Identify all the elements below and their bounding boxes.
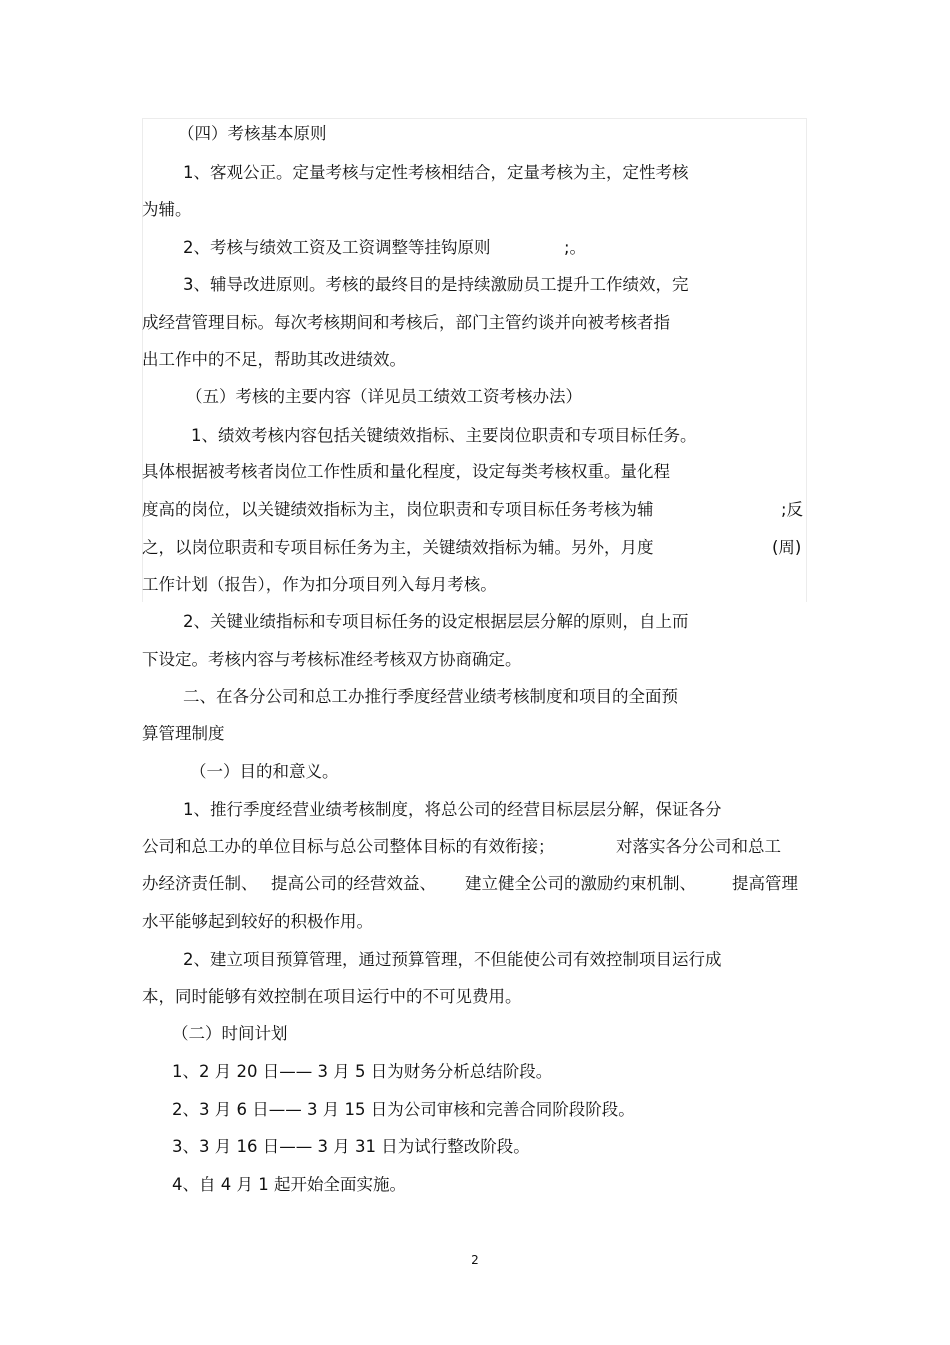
text-line <box>0 1134 950 1160</box>
text-line <box>0 984 950 1010</box>
text-line <box>0 871 950 897</box>
text-line <box>0 647 950 673</box>
text-segment: 为辅。 <box>142 200 192 219</box>
text-segment: 下设定。考核内容与考核标准经考核双方协商确定。 <box>142 650 522 669</box>
text-segment: 对落实各分公司和总工 <box>616 837 781 856</box>
text-segment: 本，同时能够有效控制在项目运行中的不可见费用。 <box>142 987 522 1006</box>
text-segment: 度高的岗位，以关键绩效指标为主，岗位职责和专项目标任务考核为辅 <box>142 500 654 519</box>
text-segment: 成经营管理目标。每次考核期间和考核后，部门主管约谈并向被考核者指 <box>142 313 670 332</box>
text-line <box>0 1172 950 1198</box>
text-segment: 具体根据被考核者岗位工作性质和量化程度，设定每类考核权重。量化程 <box>142 462 670 481</box>
text-line <box>0 121 950 147</box>
text-segment: 3、3 月 16 日—— 3 月 31 日为试行整改阶段。 <box>172 1137 530 1156</box>
text-line <box>0 272 950 298</box>
text-line <box>0 947 950 973</box>
text-segment: 办经济责任制、 <box>142 874 258 893</box>
text-segment: 2、关键业绩指标和专项目标任务的设定根据层层分解的原则，自上而 <box>183 612 689 631</box>
text-segment: 1、客观公正。定量考核与定性考核相结合，定量考核为主，定性考核 <box>183 163 689 182</box>
text-segment: 4、自 4 月 1 起开始全面实施。 <box>172 1175 406 1194</box>
text-segment: 2、考核与绩效工资及工资调整等挂钩原则 <box>183 238 491 257</box>
text-line <box>0 235 950 261</box>
text-line <box>0 497 950 523</box>
text-line <box>0 160 950 186</box>
text-line <box>0 1097 950 1123</box>
text-line <box>0 423 950 449</box>
text-line <box>0 1021 950 1047</box>
text-segment: ;反 <box>781 500 804 519</box>
text-segment: 出工作中的不足，帮助其改进绩效。 <box>142 350 406 369</box>
text-segment: 3、辅导改进原则。考核的最终目的是持续激励员工提升工作绩效，完 <box>183 275 689 294</box>
text-segment: 提高管理 <box>732 874 798 893</box>
text-line <box>0 384 950 410</box>
text-segment: 2、3 月 6 日—— 3 月 15 日为公司审核和完善合同阶段阶段。 <box>172 1100 635 1119</box>
text-segment: 1、推行季度经营业绩考核制度，将总公司的经营目标层层分解，保证各分 <box>183 800 722 819</box>
text-segment: 1、2 月 20 日—— 3 月 5 日为财务分析总结阶段。 <box>172 1062 553 1081</box>
text-segment: 公司和总工办的单位目标与总公司整体目标的有效衔接； <box>142 837 555 856</box>
text-segment: （二）时间计划 <box>172 1024 288 1043</box>
text-segment: （四）考核基本原则 <box>178 124 327 143</box>
text-segment: （五）考核的主要内容（详见员工绩效工资考核办法） <box>186 387 582 406</box>
text-segment: ;。 <box>564 238 587 257</box>
text-line <box>0 310 950 336</box>
text-segment: 2、建立项目预算管理，通过预算管理，不但能使公司有效控制项目运行成 <box>183 950 722 969</box>
text-segment: 水平能够起到较好的积极作用。 <box>142 912 373 931</box>
text-line <box>0 197 950 223</box>
text-line <box>0 609 950 635</box>
text-line <box>0 572 950 598</box>
text-segment: （一）目的和意义。 <box>190 762 339 781</box>
text-segment: 1、绩效考核内容包括关键绩效指标、主要岗位职责和专项目标任务。 <box>191 426 697 445</box>
text-segment: 二、在各分公司和总工办推行季度经营业绩考核制度和项目的全面预 <box>183 687 678 706</box>
text-line <box>0 721 950 747</box>
text-line <box>0 459 950 485</box>
text-line <box>0 684 950 710</box>
text-line <box>0 834 950 860</box>
text-segment: 工作计划（报告），作为扣分项目列入每月考核。 <box>142 575 497 594</box>
text-segment: 提高公司的经营效益、 <box>271 874 436 893</box>
text-line <box>0 797 950 823</box>
text-line <box>0 909 950 935</box>
text-segment: 算管理制度 <box>142 724 225 743</box>
text-line <box>0 1059 950 1085</box>
text-line <box>0 347 950 373</box>
text-segment: 建立健全公司的激励约束机制、 <box>465 874 696 893</box>
text-segment: 之，以岗位职责和专项目标任务为主，关键绩效指标为辅。另外，月度 <box>142 538 654 557</box>
text-line <box>0 535 950 561</box>
text-segment: (周) <box>772 538 802 557</box>
page-number: 2 <box>471 1253 479 1267</box>
text-line <box>0 759 950 785</box>
